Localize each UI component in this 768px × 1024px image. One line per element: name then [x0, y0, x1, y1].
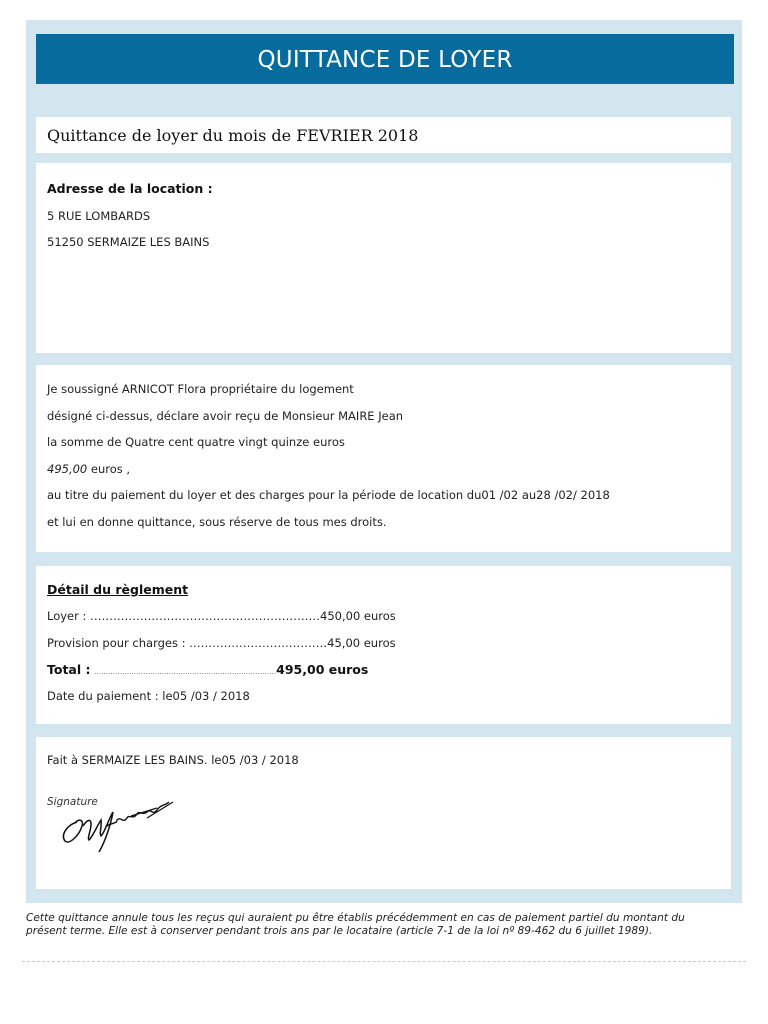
month-heading: Quittance de loyer du mois de FEVRIER 2018: [47, 126, 419, 145]
rent-line: Loyer : ……………………………………………………450,00 euros: [47, 609, 396, 623]
payment-title: Détail du règlement: [47, 582, 189, 597]
place-date-line: Fait à SERMAIZE LES BAINS. le05 /03 / 2018: [47, 753, 299, 767]
total-line: [47, 662, 368, 677]
receipt-title: QUITTANCE DE LOYER: [36, 34, 734, 84]
amount-suffix: euros ,: [87, 462, 131, 476]
declaration-line-3: la somme de Quatre cent quatre vingt quinze euros: [47, 435, 345, 449]
signature-section: [36, 737, 731, 889]
address-label: Adresse de la location :: [47, 181, 213, 196]
declaration-line-5: au titre du paiement du loyer et des charges pour la période de location du01 /02 au28 /02/ 2018: [47, 488, 610, 502]
address-line-2: 51250 SERMAIZE LES BAINS: [47, 235, 210, 249]
signature-label: Signature: [47, 796, 98, 808]
declaration-section: [36, 365, 731, 552]
total-dots: ……………………………………………………………………: [94, 668, 277, 676]
payment-date: Date du paiement : le05 /03 / 2018: [47, 689, 250, 703]
declaration-line-1: Je soussigné ARNICOT Flora propriétaire du logement: [47, 382, 354, 396]
declaration-amount: [47, 462, 130, 476]
declaration-line-6: et lui en donne quittance, sous réserve de tous mes droits.: [47, 515, 387, 529]
address-section: [36, 163, 731, 353]
signature-block: [47, 796, 197, 856]
amount-value: 495,00: [47, 462, 88, 476]
payment-section: [36, 566, 731, 724]
charges-line: Provision pour charges : ………………………………45,00 euros: [47, 636, 396, 650]
month-section: [36, 117, 731, 153]
declaration-line-2: désigné ci-dessus, déclare avoir reçu de Monsieur MAIRE Jean: [47, 409, 404, 423]
legal-footnote: Cette quittance annule tous les reçus qui auraient pu être établis précédemment en cas de paiement partiel du montant du présent terme. Elle est à conserver pendant trois ans par le locataire (article 7-1 de la loi nº 89-462 du 6 juillet 1989).: [26, 912, 685, 937]
address-line-1: 5 RUE LOMBARDS: [47, 209, 151, 223]
total-label: Total :: [47, 662, 91, 677]
total-value: 495,00 euros: [276, 662, 369, 677]
cut-line: [22, 961, 746, 962]
